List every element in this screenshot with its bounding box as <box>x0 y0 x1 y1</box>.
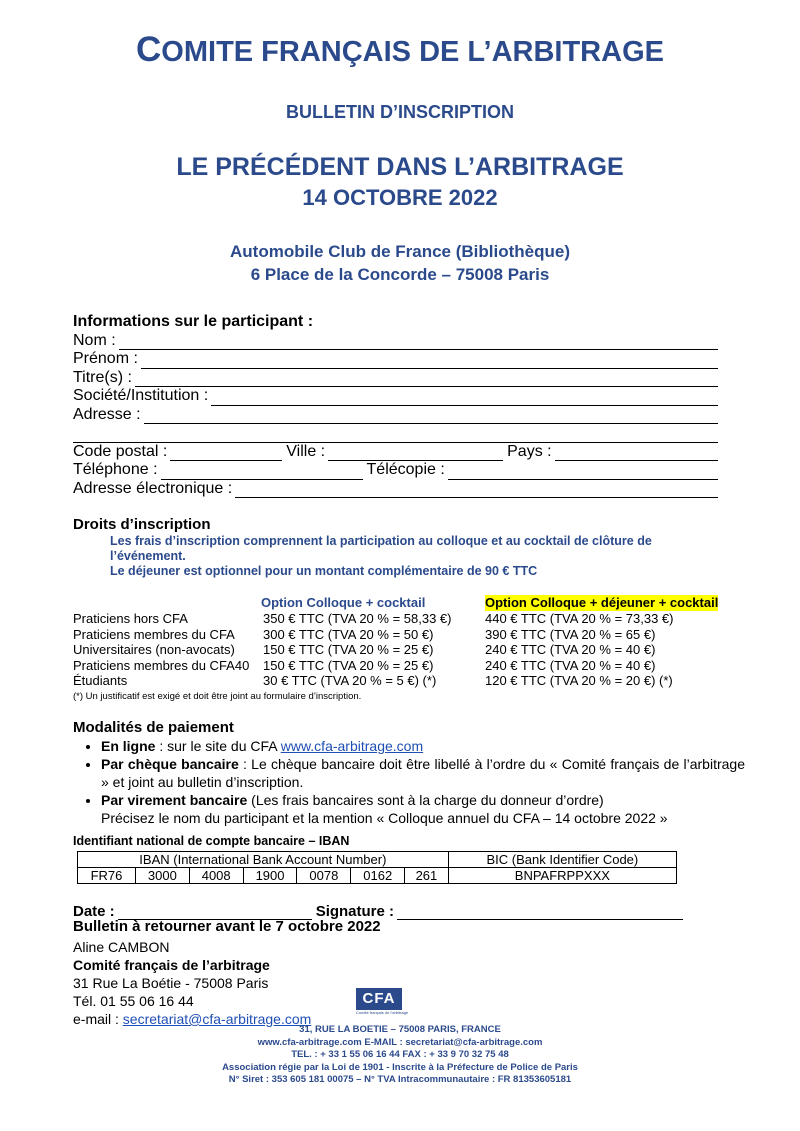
telephone-field[interactable] <box>161 465 363 480</box>
email-field[interactable] <box>235 483 718 498</box>
iban-table <box>77 851 677 884</box>
price-category: Praticiens membres du CFA <box>73 626 235 642</box>
email-row: Adresse électronique : <box>73 480 718 499</box>
contact-email-row: e-mail : secretariat@cfa-arbitrage.com <box>73 1011 312 1027</box>
price-option2: 390 € TTC (TVA 20 % = 65 €) <box>485 626 656 642</box>
price-option1: 150 € TTC (TVA 20 % = 25 €) <box>263 657 434 673</box>
titre-row: Titre(s) : <box>73 369 718 388</box>
code-postal-field[interactable] <box>170 446 282 461</box>
price-option1: 150 € TTC (TVA 20 % = 25 €) <box>263 642 434 657</box>
event-title: LE PRÉCÉDENT DANS L’ARBITRAGE <box>176 153 624 181</box>
prenom-row: Prénom : <box>73 350 718 369</box>
adresse-field[interactable] <box>144 409 718 424</box>
iban-part: 4008 <box>189 868 243 884</box>
contact-org: Comité français de l’arbitrage <box>73 957 270 973</box>
price-option2: 240 € TTC (TVA 20 % = 40 €) <box>485 657 656 673</box>
paiement-en-ligne: • En ligne : sur le site du CFA www.cfa-arbitrage.com <box>101 737 745 755</box>
price-option1: 300 € TTC (TVA 20 % = 50 €) <box>263 626 434 642</box>
participant-heading: Informations sur le participant : <box>73 313 314 330</box>
page-footer: 31, RUE LA BOETIE – 75008 PARIS, FRANCE www.cfa-arbitrage.com E-MAIL : secretariat@cfa-arbitrage.com TEL. : + 33 1 55 06 16 44 FAX : + 33 9 70 32 75 48 Association régie par la Loi de 1901 - Inscrite à la Préfecture de Police de Paris N° Siret : 353 605 181 00075 – N° TVA Intracommunautaire : FR 81353605181 <box>222 1024 578 1085</box>
participant-form <box>73 313 718 498</box>
iban-part: 261 <box>405 868 449 884</box>
price-category: Étudiants <box>73 673 128 688</box>
droits-heading: Droits d’inscription <box>73 516 211 533</box>
form-subtitle: BULLETIN D’INSCRIPTION <box>286 102 514 122</box>
price-option2: 440 € TTC (TVA 20 % = 73,33 €) <box>485 611 674 626</box>
iban-part: 0078 <box>297 868 351 884</box>
price-option1: 30 € TTC (TVA 20 % = 5 €) (*) <box>263 673 437 688</box>
pays-field[interactable] <box>555 446 718 461</box>
prenom-field[interactable] <box>141 354 718 369</box>
cfa-logo-mark: CFA <box>356 988 402 1010</box>
paiement-heading: Modalités de paiement <box>73 719 234 736</box>
price-table <box>73 595 753 705</box>
paiement-cheque: • Par chèque bancaire : Le chèque bancaire doit être libellé à l’ordre du « Comité français de l’arbitrage » et joint au bulletin d’inscription. <box>101 755 745 791</box>
iban-part: 0162 <box>351 868 405 884</box>
societe-field[interactable] <box>211 391 718 406</box>
cfa-logo-caption: Comité français de l’arbitrage <box>356 1010 409 1015</box>
price-category: Praticiens membres du CFA40 <box>73 657 250 673</box>
cfa-logo <box>356 988 409 1015</box>
price-option2: 120 € TTC (TVA 20 % = 20 €) (*) <box>485 673 673 688</box>
adresse-field-2[interactable] <box>73 428 718 443</box>
event-date: 14 OCTOBRE 2022 <box>302 185 498 210</box>
page-title: COMITE FRANÇAIS DE L’ARBITRAGE <box>136 30 664 69</box>
price-option1: 350 € TTC (TVA 20 % = 58,33 €) <box>263 611 452 626</box>
iban-part: 3000 <box>135 868 189 884</box>
iban-part: FR76 <box>78 868 136 884</box>
contact-name: Aline CAMBON <box>73 939 170 955</box>
paiement-virement: • Par virement bancaire (Les frais bancaires sont à la charge du donneur d’ordre) Précisez le nom du participant et la mention « Colloque annuel du CFA – 14 octobre 2022 » <box>101 791 745 827</box>
adresse-row: Adresse : <box>73 406 718 425</box>
adresse-row-2 <box>73 424 718 443</box>
price-category: Praticiens hors CFA <box>73 611 188 626</box>
option1-label: Option Colloque + cocktail <box>261 595 426 610</box>
cfa-website-link[interactable]: www.cfa-arbitrage.com <box>280 738 424 754</box>
event-venue: Automobile Club de France (Bibliothèque) 6 Place de la Concorde – 75008 Paris <box>230 242 570 284</box>
bic-header: BIC (Bank Identifier Code) <box>448 852 676 868</box>
return-notice: Bulletin à retourner avant le 7 octobre 2022 <box>73 918 381 935</box>
price-footnote: (*) Un justificatif est exigé et doit être joint au formulaire d’inscription. <box>73 691 362 702</box>
price-option2: 240 € TTC (TVA 20 % = 40 €) <box>485 642 656 657</box>
iban-heading: Identifiant national de compte bancaire – IBAN <box>73 834 350 848</box>
ville-field[interactable] <box>328 446 503 461</box>
phone-row: Téléphone : Télécopie : <box>73 461 718 480</box>
droits-note: Les frais d’inscription comprennent la participation au colloque et au cocktail de clôture de l’événement. Le déjeuner est optionnel pour un montant complémentaire de 90 € TTC <box>110 534 652 578</box>
contact-email-link[interactable]: secretariat@cfa-arbitrage.com <box>122 1011 312 1027</box>
iban-part: 1900 <box>243 868 297 884</box>
societe-row: Société/Institution : <box>73 387 718 406</box>
contact-block <box>73 938 311 1028</box>
option2-label: Option Colloque + déjeuner + cocktail <box>485 595 719 610</box>
bic-code: BNPAFRPPXXX <box>448 868 676 884</box>
telecopie-field[interactable] <box>448 465 718 480</box>
nom-field[interactable] <box>119 335 718 350</box>
contact-address: 31 Rue La Boétie - 75008 Paris <box>73 975 269 991</box>
titre-field[interactable] <box>135 372 718 387</box>
price-category: Universitaires (non-avocats) <box>73 642 235 657</box>
iban-header: IBAN (International Bank Account Number) <box>78 852 449 868</box>
location-row: Code postal : Ville : Pays : <box>73 443 718 462</box>
nom-row: Nom : <box>73 332 718 351</box>
contact-tel: Tél. 01 55 06 16 44 <box>73 993 194 1009</box>
signature-field[interactable] <box>397 905 683 920</box>
paiement-list <box>73 737 745 827</box>
date-signature-row: Date : Signature : <box>73 902 683 920</box>
